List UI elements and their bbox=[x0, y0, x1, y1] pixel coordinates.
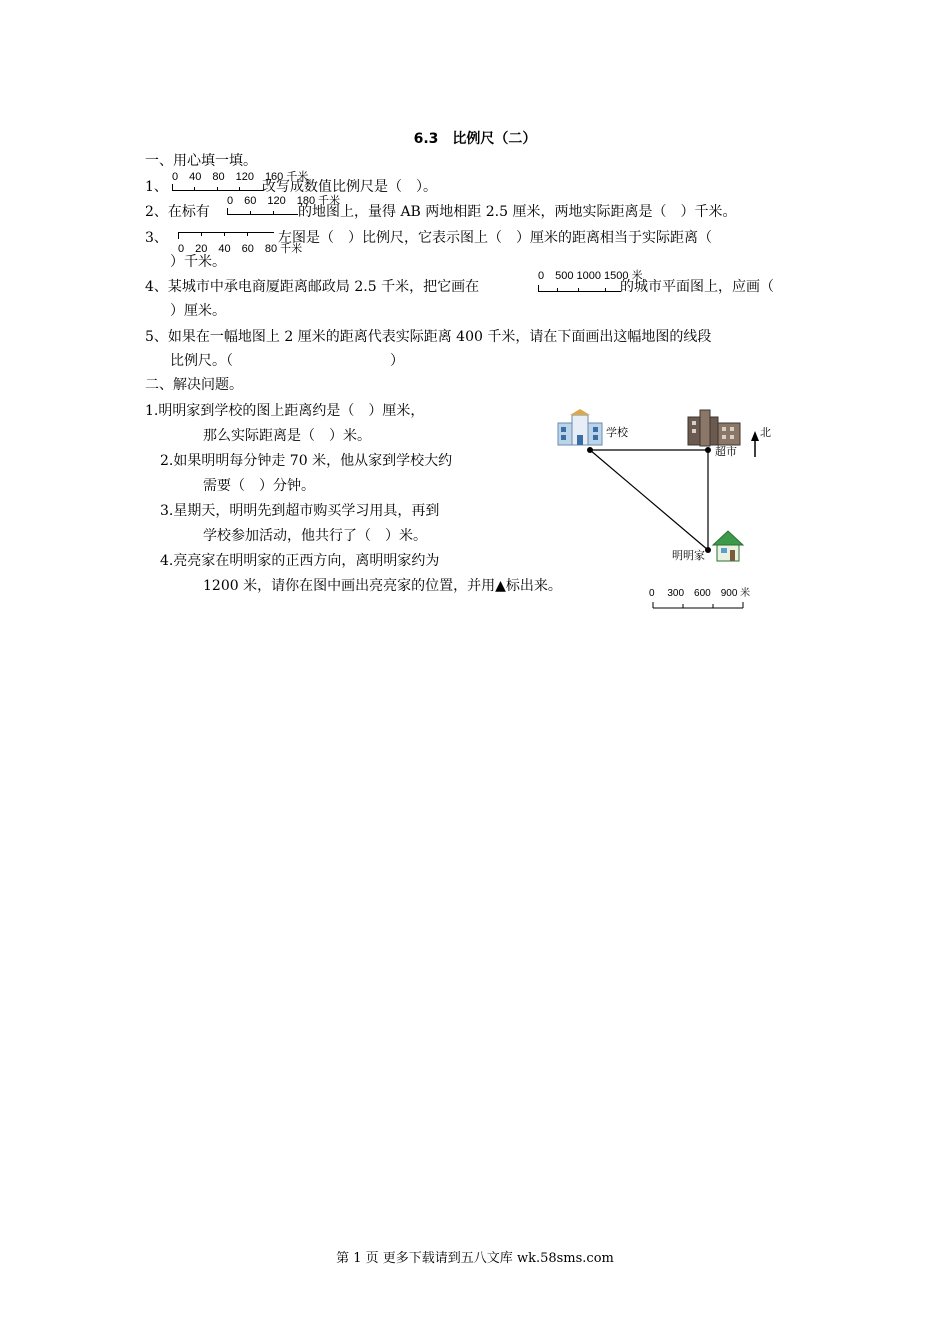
q4-text: 的城市平面图上，应画（ bbox=[620, 279, 774, 295]
home-label: 明明家 bbox=[672, 549, 705, 562]
q5-line2: 比例尺。（ bbox=[170, 353, 233, 369]
q3-number: 3、 bbox=[145, 230, 168, 246]
problem3-line1: 3.星期天，明明先到超市购买学习用具，再到 bbox=[160, 503, 440, 519]
home-point bbox=[705, 547, 711, 553]
problem3-line2: 学校参加活动，他共行了（ ）米。 bbox=[203, 528, 427, 544]
supermarket-point bbox=[705, 447, 711, 453]
school-label: 学校 bbox=[606, 426, 628, 439]
map-scale-bar bbox=[653, 602, 743, 608]
problem1-line2: 那么实际距离是（ ）米。 bbox=[203, 428, 371, 444]
q3-scale-labels: 0 20 40 60 80 千米 bbox=[178, 243, 303, 255]
school-building-icon bbox=[558, 409, 602, 445]
section1-heading: 一、用心填一填。 bbox=[145, 153, 257, 169]
q3-text: 左图是（ ）比例尺，它表示图上（ ）厘米的距离相当于实际距离（ bbox=[278, 230, 712, 246]
q5-line1: 5、如果在一幅地图上 2 厘米的距离代表实际距离 400 千米，请在下面画出这幅地图的线段 bbox=[145, 329, 712, 345]
problem1-line1: 1.明明家到学校的图上距离约是（ ）厘米， bbox=[145, 403, 425, 419]
problem2-line2: 需要（ ）分钟。 bbox=[203, 478, 315, 494]
q1-scale-labels: 0 40 80 120 160 千米 bbox=[172, 171, 309, 183]
map-scale-labels: 0 300 600 900 米 bbox=[649, 588, 751, 599]
page-title: 6.3 比例尺（二） bbox=[413, 131, 537, 147]
supermarket-label: 超市 bbox=[715, 445, 737, 458]
q3-text-cont: ）千米。 bbox=[170, 254, 226, 270]
q1-number: 1、 bbox=[145, 179, 168, 195]
q4-text-cont: ）厘米。 bbox=[170, 303, 226, 319]
school-to-home-line bbox=[590, 450, 708, 550]
north-label: 北 bbox=[760, 426, 771, 439]
home-house-icon bbox=[713, 531, 743, 561]
q1-text: 改写成数值比例尺是（ ）。 bbox=[262, 179, 437, 195]
section2-heading: 二、解决问题。 bbox=[145, 377, 243, 393]
page-footer: 第 1 页 更多下载请到五八文库 wk.58sms.com bbox=[336, 1251, 614, 1266]
problem4-line2: 1200 米，请你在图中画出亮亮家的位置，并用▲标出来。 bbox=[203, 578, 562, 594]
school-point bbox=[587, 447, 593, 453]
north-arrow-icon bbox=[751, 431, 759, 457]
q2-prefix: 2、在标有 bbox=[145, 204, 210, 220]
q4-scale-labels: 0 500 1000 1500 米 bbox=[538, 270, 643, 282]
q2-scale-labels: 0 60 120 180 千米 bbox=[227, 195, 341, 207]
q5-line2-end: ） bbox=[390, 353, 404, 369]
problem4-line1: 4.亮亮家在明明家的正西方向，离明明家约为 bbox=[160, 553, 440, 569]
q4-prefix: 4、某城市中承电商厦距离邮政局 2.5 千米，把它画在 bbox=[145, 279, 480, 295]
supermarket-building-icon bbox=[688, 410, 740, 446]
problem2-line1: 2.如果明明每分钟走 70 米，他从家到学校大约 bbox=[160, 453, 453, 469]
q2-text: 的地图上，量得 AB 两地相距 2.5 厘米，两地实际距离是（ ）千米。 bbox=[298, 204, 737, 220]
route-map bbox=[550, 405, 790, 615]
